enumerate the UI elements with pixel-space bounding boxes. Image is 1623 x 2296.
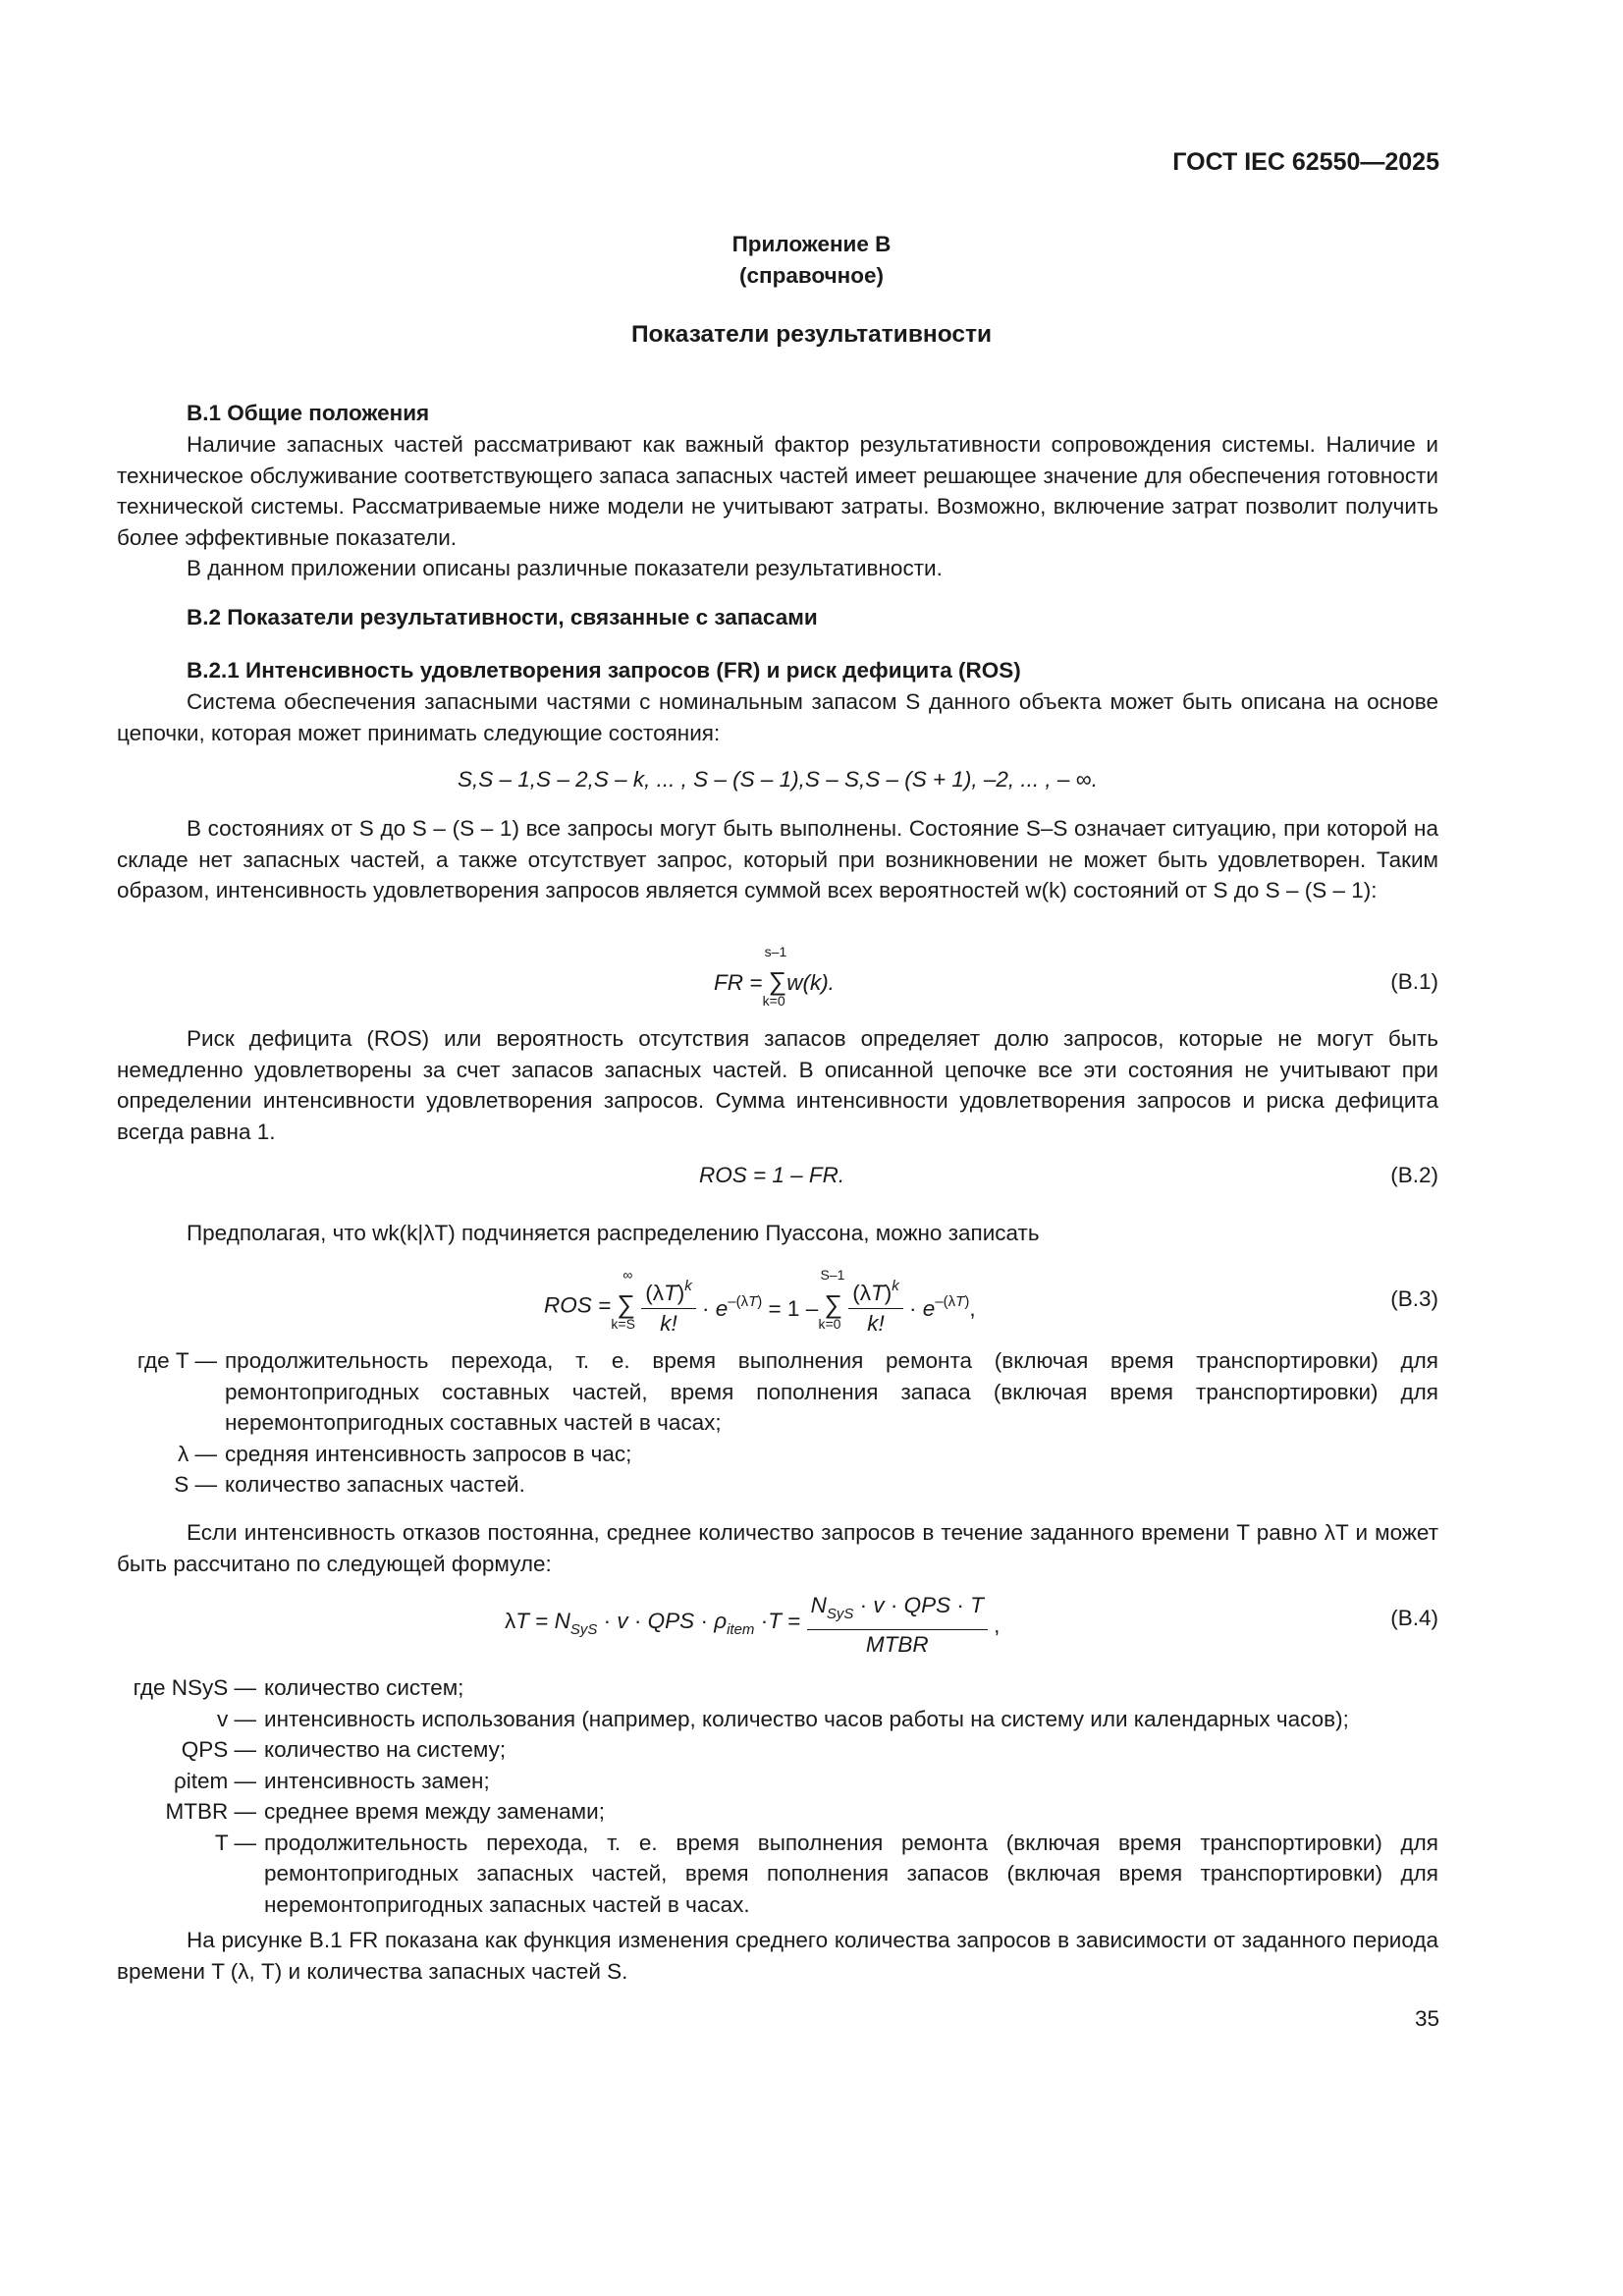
section-b21-paragraph-1: Система обеспечения запасными частями с номинальным запасом S данного объекта может быть описана на основе цепочки, которая может принимать следующие состояния: — [117, 689, 1438, 745]
section-b21-paragraph-6: На рисунке В.1 FR показана как функция изменения среднего количества запросов в зависимости от заданного периода времени T (λ, T) и количества запасных частей S. — [117, 1928, 1438, 1984]
section-b1-heading: В.1 Общие положения — [187, 401, 430, 425]
section-b21-paragraph-2: В состояниях от S до S – (S – 1) все запросы могут быть выполнены. Состояние S–S означает ситуацию, при которой на складе нет запасных частей, а также отсутствует запрос, который при возникновении не может быть удовлетворен. Таким образом, интенсивность удовлетворения запросов является суммой всех вероятностей w(k) состояний от S до S – (S – 1): — [117, 816, 1438, 902]
definition-text: интенсивность замен; — [264, 1768, 490, 1793]
states-chain: S,S – 1,S – 2,S – k, ... , S – (S – 1),S – S,S – (S + 1), –2, ... , – ∞. — [458, 767, 1098, 792]
annex-heading — [0, 229, 1623, 292]
definitions-list-1 — [117, 1345, 1438, 1501]
eq-b3-number: (В.3) — [1390, 1286, 1438, 1311]
definition-label: v — — [216, 1706, 256, 1731]
definition-label: MTBR — — [165, 1799, 256, 1824]
section-b1-paragraph-1: Наличие запасных частей рассматривают как важный фактор результативности сопровождения системы. Наличие и техническое обслуживание соответствующего запаса запасных частей имеет решающее значение для обеспечения готовности технической системы. Рассматриваемые ниже модели не учитывают затраты. Возможно, включение затрат позволит получить более эффективные показатели. — [117, 432, 1438, 550]
definition-label: T — — [214, 1830, 256, 1855]
definition-text: интенсивность использования (например, количество часов работы на систему или календарных часов); — [264, 1706, 1349, 1731]
equation-b2 — [117, 1160, 1438, 1193]
sum-symbol: ∑ s–1 k=0 — [762, 944, 787, 1009]
definition-text: количество систем; — [264, 1675, 464, 1700]
eq-b1-body: w(k). — [786, 970, 835, 995]
section-b21-heading: В.2.1 Интенсивность удовлетворения запросов (FR) и риск дефицита (ROS) — [187, 658, 1021, 683]
annex-subtitle: (справочное) — [739, 263, 884, 288]
definition-row — [117, 1439, 1438, 1470]
eq-b4-number: (В.4) — [1390, 1606, 1438, 1630]
definition-text: средняя интенсивность запросов в час; — [225, 1441, 632, 1466]
annex-title: Приложение В — [731, 232, 892, 256]
equation-b1 — [117, 944, 1438, 1019]
eq-b1-lhs: FR = — [714, 970, 763, 995]
eq-b4-formula: $\lambda T = N_{SyS} \cdot v$ · QPS · $\rho_{item} \cdot T$ = $\frac{N_{SyS} \cdot v \cdot QPS \cdot T}{\text{MTBR}}$ , — [505, 1593, 1001, 1657]
definition-row — [117, 1672, 1438, 1704]
section-b2-heading: В.2 Показатели результативности, связанные с запасами — [187, 605, 818, 629]
definition-text: продолжительность перехода, т. е. время выполнения ремонта (включая время транспортировки) для ремонтопригодных запасных частей, время пополнения запасов (включая время транспортировки) для неремонтопригодных запасных частей в часах. — [264, 1830, 1438, 1917]
definition-row — [117, 1469, 1438, 1501]
section-b21-paragraph-3: Риск дефицита (ROS) или вероятность отсутствия запасов определяет долю запросов, которые не могут быть немедленно удовлетворены за счет запасов запасных частей. В описанной цепочке все эти состояния не учитывают при определении интенсивности удовлетворения запросов. Сумма интенсивности удовлетворения запросов и риска дефицита всегда равна 1. — [117, 1026, 1438, 1144]
page-number: 35 — [1414, 2006, 1439, 2031]
standard-number: ГОСТ IEC 62550—2025 — [1172, 148, 1439, 176]
definition-text: количество на систему; — [264, 1737, 507, 1762]
definition-label: где T — — [136, 1348, 217, 1373]
definition-label: λ — — [177, 1441, 217, 1466]
paragraph-4-text: Предполагая, что wk(k|λT) подчиняется распределению Пуассона, можно записать — [187, 1221, 1040, 1245]
definition-row — [117, 1704, 1438, 1735]
section-b21-paragraph-5: Если интенсивность отказов постоянна, среднее количество запросов в течение заданного времени T равно λT и может быть рассчитано по следующей формуле: — [117, 1520, 1438, 1576]
definition-text: количество запасных частей. — [225, 1472, 525, 1497]
definition-row — [117, 1345, 1438, 1439]
eq-b3-formula: ROS = ∑ ∞ k=S $\frac{(\lambda T)^k}{k!}$ · $e^{-(\lambda T)} = 1$ – ∑ S–1 k=0 $\frac{(\lambda T)^k}{k!}$ · $e^{-(\lambda T)}$, — [544, 1267, 976, 1336]
definition-label: QPS — — [181, 1737, 256, 1762]
main-title: Показатели результативности — [630, 321, 993, 348]
definition-text: продолжительность перехода, т. е. время выполнения ремонта (включая время транспортировки) для ремонтопригодных составных частей, время пополнения запаса (включая время транспортировки) для неремонтопригодных составных частей в часах; — [225, 1348, 1438, 1435]
eq-b2-text: ROS = 1 – FR. — [699, 1163, 845, 1187]
definitions-list-2 — [117, 1672, 1438, 1920]
definition-row — [117, 1766, 1438, 1797]
definition-row — [117, 1828, 1438, 1921]
definition-label: ρitem — — [173, 1768, 256, 1793]
definition-label: S — — [174, 1472, 217, 1497]
equation-b3 — [117, 1262, 1438, 1346]
section-b1-paragraph-2: В данном приложении описаны различные показатели результативности. — [187, 556, 943, 580]
definition-row — [117, 1734, 1438, 1766]
eq-b1-number: (В.1) — [1390, 969, 1438, 994]
section-b21-paragraph-4 — [117, 1218, 1438, 1249]
eq-b1-sum-lower: k=0 — [762, 993, 785, 1009]
eq-b2-number: (В.2) — [1390, 1163, 1438, 1187]
definition-label: где NSyS — — [133, 1675, 256, 1700]
eq-b1-sum-upper: s–1 — [764, 944, 787, 959]
definition-row — [117, 1796, 1438, 1828]
definition-text: среднее время между заменами; — [264, 1799, 605, 1824]
equation-b4 — [117, 1589, 1438, 1667]
